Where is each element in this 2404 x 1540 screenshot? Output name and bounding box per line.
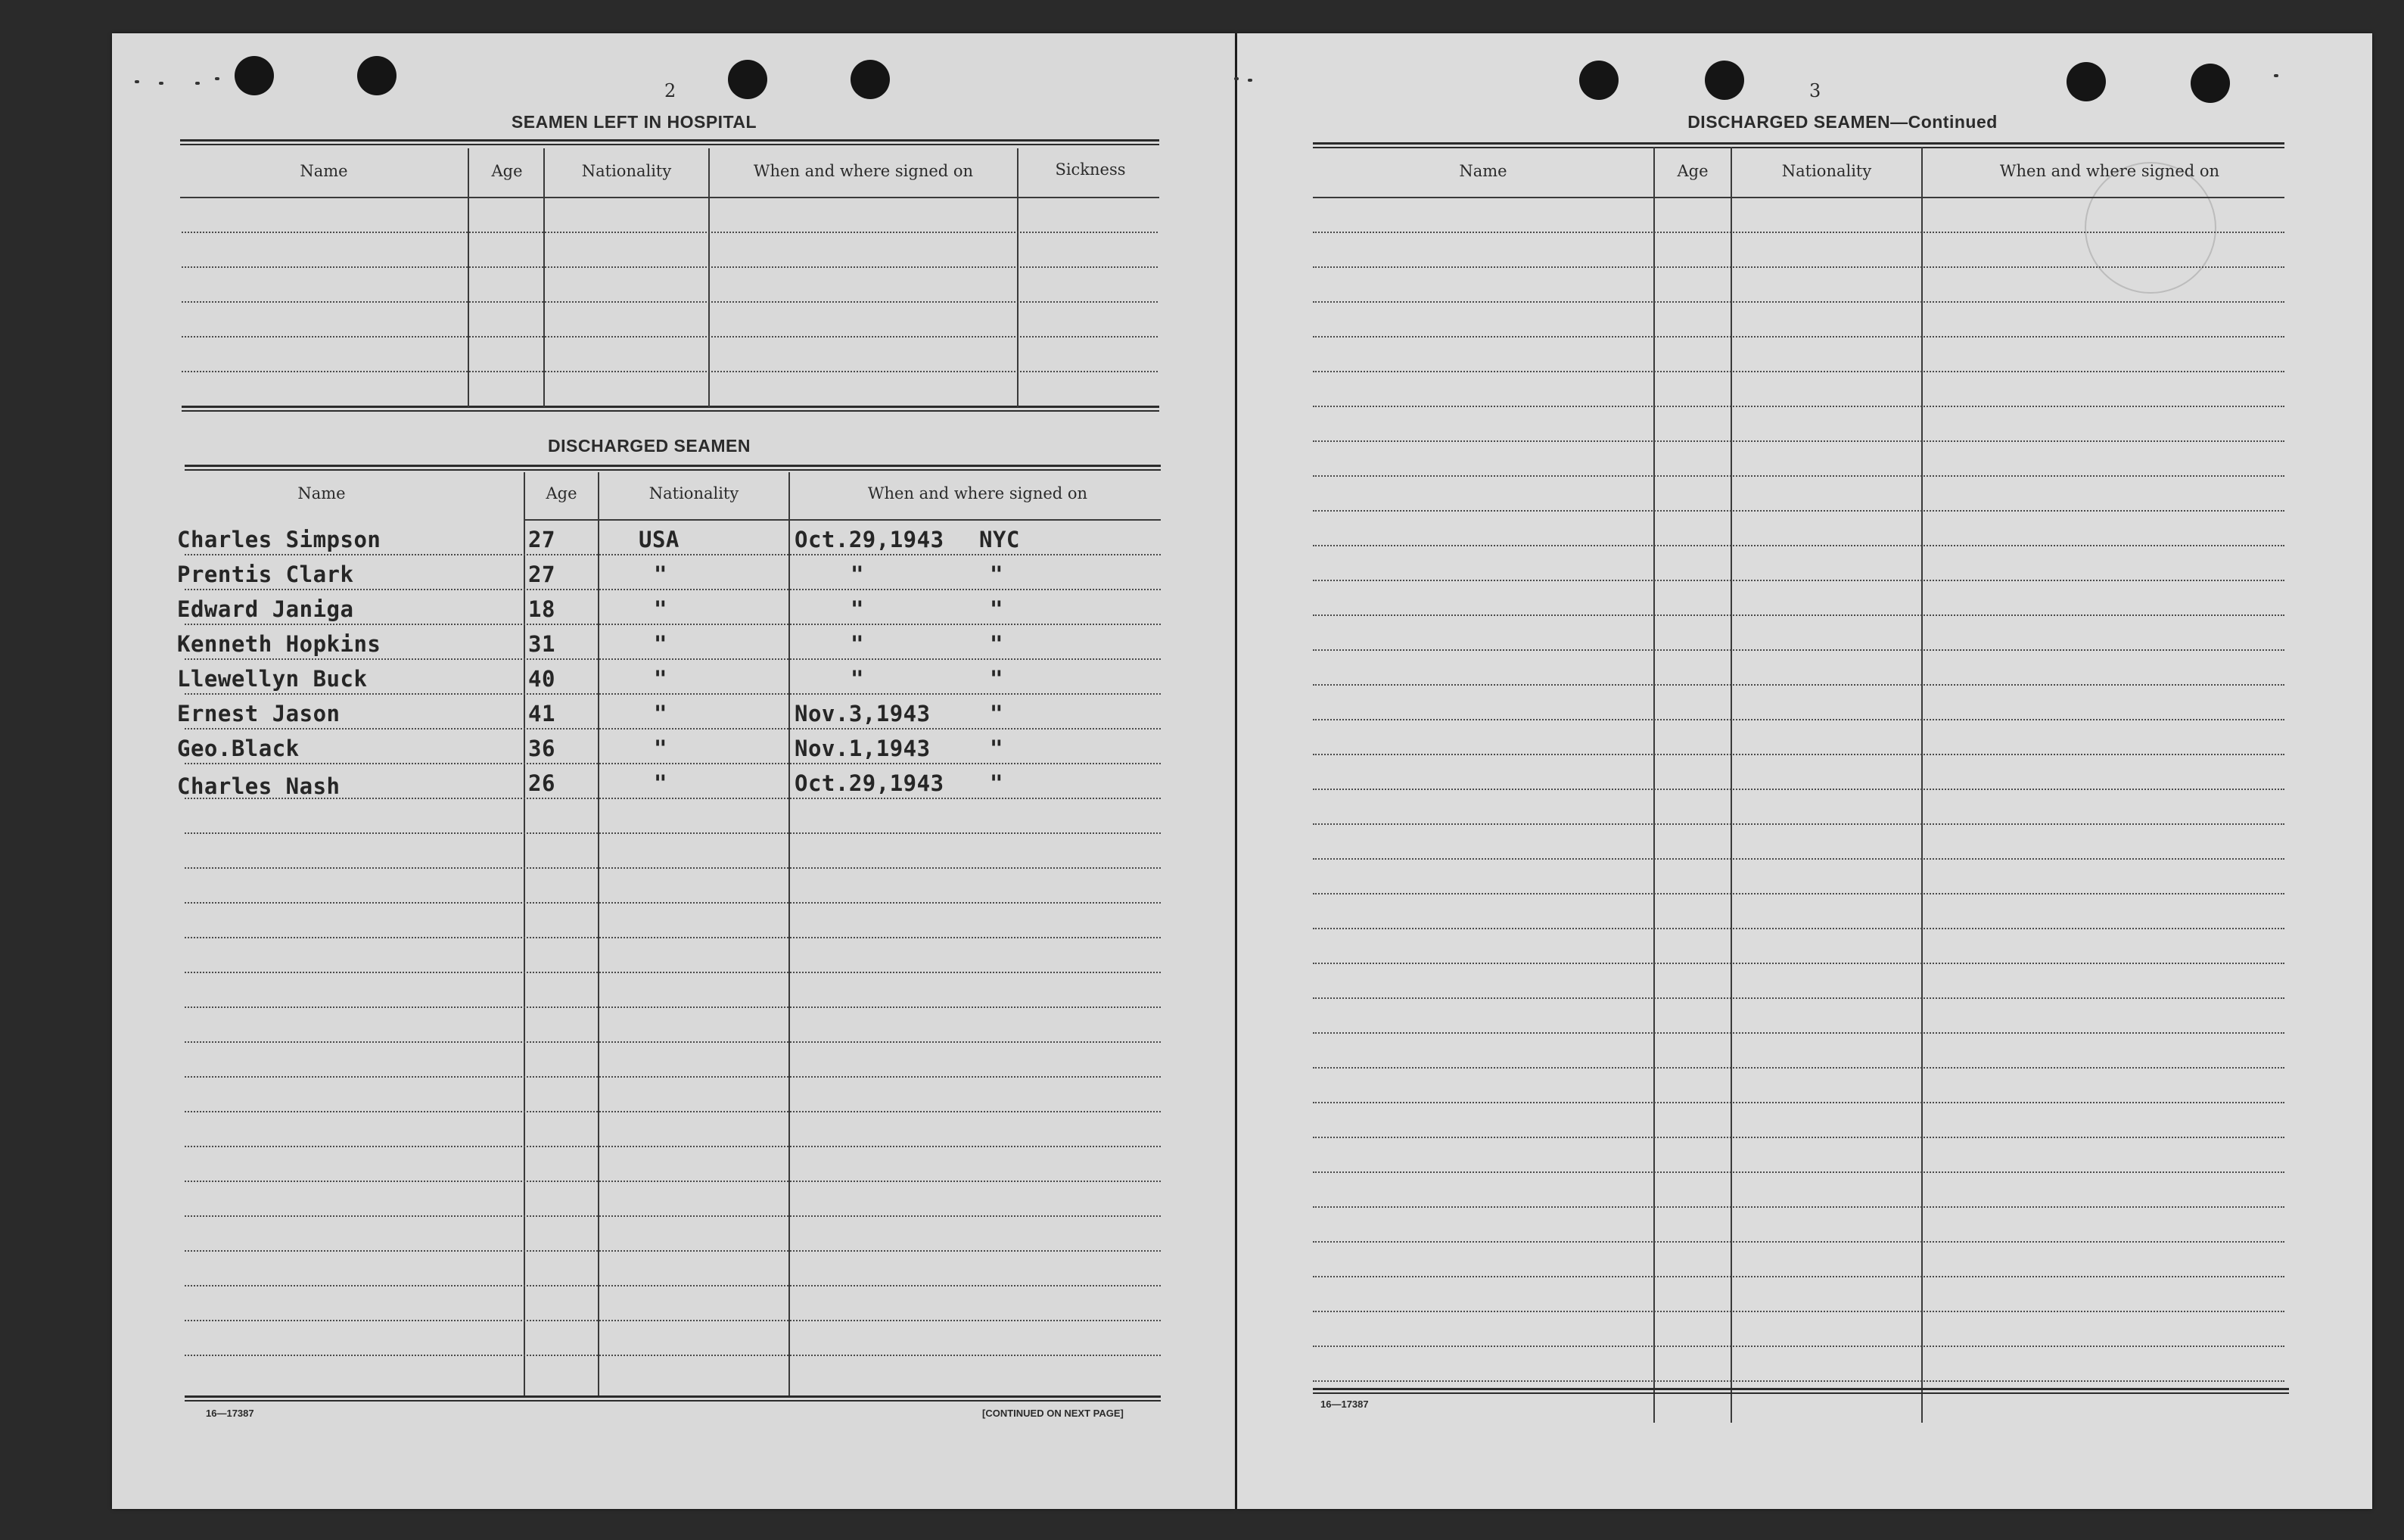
discharged-header-rule: [525, 519, 1161, 521]
discharged-top-rule: [185, 465, 1161, 471]
right-row-line: [1313, 858, 2284, 860]
right-row-line: [1313, 789, 2284, 790]
seaman-name: Ernest Jason: [177, 701, 341, 726]
discharged-row-line: [185, 1041, 1161, 1043]
page-number: 3: [1809, 80, 1821, 101]
right-col-divider: [1731, 147, 1732, 1423]
seaman-age: 41: [528, 701, 555, 726]
right-row-line: [1313, 1241, 2284, 1243]
form-number: 16—17387: [1320, 1398, 1369, 1410]
discharged-row-line: [185, 1215, 1161, 1217]
right-top-rule: [1313, 142, 2284, 148]
right-row-line: [1313, 1032, 2284, 1034]
discharged-row-line: [185, 658, 1161, 660]
discharged-row-line: [185, 589, 1161, 590]
hospital-row-line: [182, 301, 1158, 303]
right-row-line: [1313, 1346, 2284, 1347]
seaman-nationality: ": [654, 562, 667, 587]
right-page: [1237, 33, 2372, 1509]
discharged-row-line: [185, 1111, 1161, 1112]
paper-speck: [135, 80, 139, 83]
right-row-line: [1313, 371, 2284, 372]
seaman-sign-place: ": [990, 631, 1003, 657]
seaman-nationality: ": [654, 701, 667, 726]
hospital-header-nationality: Nationality: [581, 162, 672, 180]
right-header-age: Age: [1677, 162, 1709, 180]
right-row-line: [1313, 232, 2284, 233]
seaman-nationality: ": [654, 666, 667, 692]
seaman-sign-date: Nov.3,1943: [795, 701, 931, 726]
right-row-line: [1313, 1311, 2284, 1312]
discharged-row-line: [185, 832, 1161, 834]
right-section-title: DISCHARGED SEAMEN—Continued: [1687, 112, 1998, 132]
left-page: [112, 33, 1235, 1509]
punch-hole: [2191, 64, 2230, 103]
seaman-nationality: ": [654, 631, 667, 657]
right-row-line: [1313, 580, 2284, 581]
discharged-section-title: DISCHARGED SEAMEN: [548, 436, 751, 456]
seaman-name: Kenneth Hopkins: [177, 631, 381, 657]
punch-hole: [2067, 62, 2106, 101]
discharged-header-age: Age: [546, 484, 577, 502]
seaman-age: 27: [528, 562, 555, 587]
seaman-age: 40: [528, 666, 555, 692]
seaman-nationality: ": [654, 736, 667, 761]
right-row-line: [1313, 1067, 2284, 1069]
right-row-line: [1313, 754, 2284, 755]
right-row-line: [1313, 510, 2284, 512]
paper-speck: [159, 82, 163, 85]
seaman-sign-place: ": [990, 666, 1003, 692]
discharged-header-signed-on: When and where signed on: [867, 484, 1088, 502]
discharged-row-line: [185, 867, 1161, 869]
seaman-sign-place: ": [990, 736, 1003, 761]
form-number: 16—17387: [206, 1408, 254, 1419]
right-row-line: [1313, 440, 2284, 442]
hospital-header-name: Name: [300, 162, 348, 180]
right-row-line: [1313, 1276, 2284, 1277]
paper-speck: [2274, 74, 2278, 77]
discharged-row-line: [185, 972, 1161, 973]
right-row-line: [1313, 301, 2284, 303]
right-row-line: [1313, 649, 2284, 651]
hospital-header-rule: [180, 197, 1159, 198]
hospital-bottom-rule: [182, 406, 1159, 412]
punch-hole: [1579, 61, 1619, 100]
paper-speck: [1248, 79, 1252, 82]
discharged-col-divider: [598, 472, 599, 1397]
seaman-sign-date: Oct.29,1943: [795, 770, 944, 796]
right-row-line: [1313, 719, 2284, 720]
hospital-col-divider: [708, 148, 710, 407]
discharged-row-line: [185, 554, 1161, 555]
right-col-divider: [1653, 147, 1655, 1423]
seaman-nationality: ": [654, 596, 667, 622]
discharged-row-line: [185, 763, 1161, 764]
seaman-sign-date: Nov.1,1943: [795, 736, 931, 761]
discharged-col-divider: [524, 472, 525, 1397]
discharged-header-nationality: Nationality: [648, 484, 739, 502]
right-col-divider: [1921, 147, 1923, 1423]
hospital-header-signed-on: When and where signed on: [753, 162, 974, 180]
right-row-line: [1313, 997, 2284, 999]
seaman-sign-date: Oct.29,1943: [795, 527, 944, 552]
seaman-name: Charles Simpson: [177, 527, 381, 552]
paper-speck: [215, 77, 219, 80]
right-row-line: [1313, 684, 2284, 686]
discharged-row-line: [185, 1285, 1161, 1286]
discharged-row-line: [185, 624, 1161, 625]
right-row-line: [1313, 545, 2284, 546]
continued-note: [CONTINUED ON NEXT PAGE]: [982, 1408, 1124, 1419]
discharged-bottom-rule: [185, 1395, 1161, 1402]
right-row-line: [1313, 893, 2284, 894]
seaman-sign-date: ": [851, 596, 864, 622]
punch-hole: [728, 60, 767, 99]
right-bottom-rule: [1313, 1388, 2289, 1394]
hospital-top-rule: [180, 139, 1159, 145]
seaman-name: Prentis Clark: [177, 562, 354, 587]
hospital-row-line: [182, 371, 1158, 372]
seaman-age: 36: [528, 736, 555, 761]
punch-hole: [851, 60, 890, 99]
hospital-header-sickness: Sickness: [1055, 160, 1126, 179]
seaman-name: Llewellyn Buck: [177, 666, 368, 692]
seaman-nationality: USA: [639, 527, 680, 552]
right-row-line: [1313, 963, 2284, 964]
seaman-name: Charles Nash: [177, 773, 341, 799]
paper-speck: [1234, 77, 1239, 80]
right-header-signed-on: When and where signed on: [1999, 162, 2220, 180]
discharged-row-line: [185, 693, 1161, 695]
punch-hole: [235, 56, 274, 95]
discharged-row-line: [185, 1320, 1161, 1321]
seaman-sign-date: ": [851, 666, 864, 692]
seaman-sign-place: ": [990, 770, 1003, 796]
discharged-row-line: [185, 1355, 1161, 1356]
right-row-line: [1313, 266, 2284, 268]
paper-speck: [195, 82, 200, 85]
seaman-sign-place: ": [990, 701, 1003, 726]
hospital-row-line: [182, 266, 1158, 268]
hospital-row-line: [182, 336, 1158, 338]
seaman-age: 18: [528, 596, 555, 622]
seaman-name: Edward Janiga: [177, 596, 354, 622]
seaman-age: 31: [528, 631, 555, 657]
hospital-header-age: Age: [491, 162, 523, 180]
right-row-line: [1313, 1380, 2284, 1382]
right-row-line: [1313, 823, 2284, 825]
punch-hole: [357, 56, 397, 95]
discharged-col-divider: [788, 472, 790, 1397]
hospital-section-title: SEAMEN LEFT IN HOSPITAL: [511, 112, 757, 132]
hospital-col-divider: [468, 148, 469, 407]
right-row-line: [1313, 1171, 2284, 1173]
right-row-line: [1313, 406, 2284, 407]
right-row-line: [1313, 928, 2284, 929]
page-number: 2: [664, 80, 676, 101]
right-row-line: [1313, 1206, 2284, 1208]
punch-hole: [1705, 61, 1744, 100]
discharged-row-line: [185, 1181, 1161, 1182]
right-row-line: [1313, 475, 2284, 477]
right-row-line: [1313, 614, 2284, 616]
discharged-row-line: [185, 902, 1161, 904]
discharged-row-line: [185, 937, 1161, 938]
faded-stamp: [2085, 162, 2216, 294]
seaman-nationality: ": [654, 770, 667, 796]
seaman-sign-date: ": [851, 631, 864, 657]
seaman-sign-place: NYC: [979, 527, 1020, 552]
right-row-line: [1313, 336, 2284, 338]
seaman-sign-date: ": [851, 562, 864, 587]
right-header-name: Name: [1459, 162, 1507, 180]
seaman-sign-place: ": [990, 596, 1003, 622]
seaman-name: Geo.Black: [177, 736, 300, 761]
seaman-age: 26: [528, 770, 555, 796]
seaman-age: 27: [528, 527, 555, 552]
right-header-rule: [1313, 197, 2284, 198]
right-row-line: [1313, 1102, 2284, 1103]
discharged-row-line: [185, 1250, 1161, 1252]
discharged-row-line: [185, 1146, 1161, 1147]
discharged-row-line: [185, 1076, 1161, 1078]
discharged-row-line: [185, 728, 1161, 730]
right-row-line: [1313, 1137, 2284, 1138]
discharged-row-line: [185, 1006, 1161, 1008]
seaman-sign-place: ": [990, 562, 1003, 587]
hospital-col-divider: [1017, 148, 1019, 407]
discharged-header-name: Name: [297, 484, 346, 502]
hospital-col-divider: [543, 148, 545, 407]
right-header-nationality: Nationality: [1781, 162, 1872, 180]
hospital-row-line: [182, 232, 1158, 233]
